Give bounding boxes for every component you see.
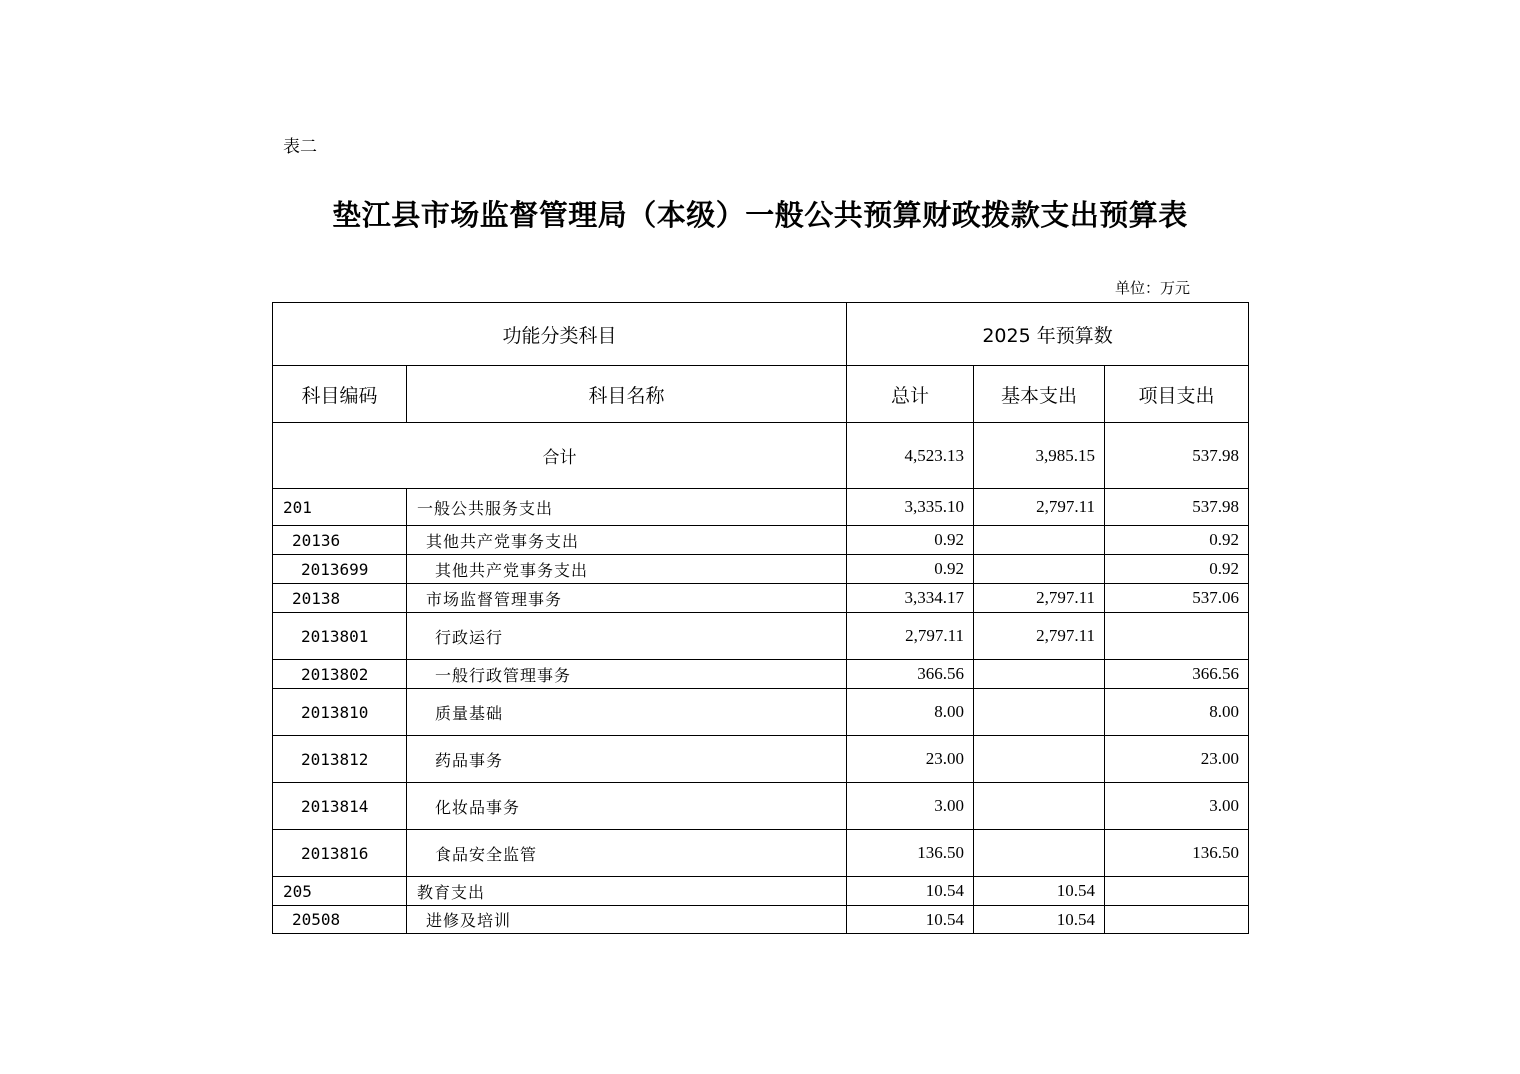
- row-basic: [974, 689, 1105, 736]
- table-row: [273, 906, 1249, 934]
- row-basic: [974, 660, 1105, 689]
- table-row: [273, 660, 1249, 689]
- row-basic: 2,797.11: [974, 613, 1105, 660]
- table-label: 表二: [283, 137, 317, 157]
- row-project: 537.06: [1105, 584, 1249, 613]
- row-basic: [974, 736, 1105, 783]
- row-name: 行政运行: [407, 613, 847, 660]
- row-total: 2,797.11: [847, 613, 974, 660]
- header-function-category: 功能分类科目: [273, 303, 847, 366]
- row-project: [1105, 613, 1249, 660]
- header-group-row: [273, 303, 1249, 366]
- row-total: 136.50: [847, 830, 974, 877]
- header-project: 项目支出: [1105, 366, 1249, 423]
- row-code: 2013814: [273, 783, 407, 830]
- total-project: 537.98: [1105, 423, 1249, 489]
- header-basic: 基本支出: [974, 366, 1105, 423]
- row-total: 366.56: [847, 660, 974, 689]
- row-basic: 10.54: [974, 877, 1105, 906]
- row-project: [1105, 906, 1249, 934]
- row-name: 药品事务: [407, 736, 847, 783]
- row-code: 2013810: [273, 689, 407, 736]
- row-project: 23.00: [1105, 736, 1249, 783]
- row-project: 3.00: [1105, 783, 1249, 830]
- row-total: 8.00: [847, 689, 974, 736]
- row-project: 0.92: [1105, 555, 1249, 584]
- row-total: 10.54: [847, 906, 974, 934]
- header-total: 总计: [847, 366, 974, 423]
- row-basic: [974, 555, 1105, 584]
- row-total: 23.00: [847, 736, 974, 783]
- header-budget-year: 2025 年预算数: [847, 303, 1249, 366]
- row-total: 0.92: [847, 526, 974, 555]
- row-total: 10.54: [847, 877, 974, 906]
- row-code: 2013801: [273, 613, 407, 660]
- table-row: [273, 555, 1249, 584]
- row-code: 205: [273, 877, 407, 906]
- row-name: 教育支出: [407, 877, 847, 906]
- row-code: 2013699: [273, 555, 407, 584]
- row-basic: 10.54: [974, 906, 1105, 934]
- row-basic: [974, 783, 1105, 830]
- row-project: 136.50: [1105, 830, 1249, 877]
- row-total: 3.00: [847, 783, 974, 830]
- table-row: [273, 526, 1249, 555]
- page-title: 垫江县市场监督管理局（本级）一般公共预算财政拨款支出预算表: [332, 198, 1188, 232]
- row-code: 20508: [273, 906, 407, 934]
- table-row: [273, 489, 1249, 526]
- row-project: 8.00: [1105, 689, 1249, 736]
- row-name: 一般公共服务支出: [407, 489, 847, 526]
- row-code: 201: [273, 489, 407, 526]
- total-label: 合计: [273, 423, 847, 489]
- row-basic: [974, 830, 1105, 877]
- row-code: 2013812: [273, 736, 407, 783]
- header-name: 科目名称: [407, 366, 847, 423]
- row-code: 20138: [273, 584, 407, 613]
- table-row: [273, 783, 1249, 830]
- row-name: 进修及培训: [407, 906, 847, 934]
- row-code: 2013816: [273, 830, 407, 877]
- row-basic: 2,797.11: [974, 584, 1105, 613]
- table-row: [273, 613, 1249, 660]
- table-row: [273, 830, 1249, 877]
- row-name: 市场监督管理事务: [407, 584, 847, 613]
- row-name: 其他共产党事务支出: [407, 526, 847, 555]
- row-project: [1105, 877, 1249, 906]
- table-row: [273, 584, 1249, 613]
- row-total: 3,334.17: [847, 584, 974, 613]
- row-basic: [974, 526, 1105, 555]
- row-total: 3,335.10: [847, 489, 974, 526]
- table-row: [273, 736, 1249, 783]
- row-code: 20136: [273, 526, 407, 555]
- row-name: 质量基础: [407, 689, 847, 736]
- row-project: 0.92: [1105, 526, 1249, 555]
- header-column-row: [273, 366, 1249, 423]
- row-name: 其他共产党事务支出: [407, 555, 847, 584]
- header-code: 科目编码: [273, 366, 407, 423]
- row-project: 366.56: [1105, 660, 1249, 689]
- unit-note: 单位：万元: [1115, 279, 1191, 297]
- table-row: [273, 877, 1249, 906]
- total-row: [273, 423, 1249, 489]
- row-total: 0.92: [847, 555, 974, 584]
- row-name: 化妆品事务: [407, 783, 847, 830]
- table-row: [273, 689, 1249, 736]
- row-project: 537.98: [1105, 489, 1249, 526]
- total-sum: 4,523.13: [847, 423, 974, 489]
- budget-table: [272, 302, 1249, 934]
- row-name: 一般行政管理事务: [407, 660, 847, 689]
- row-code: 2013802: [273, 660, 407, 689]
- total-basic: 3,985.15: [974, 423, 1105, 489]
- row-name: 食品安全监管: [407, 830, 847, 877]
- row-basic: 2,797.11: [974, 489, 1105, 526]
